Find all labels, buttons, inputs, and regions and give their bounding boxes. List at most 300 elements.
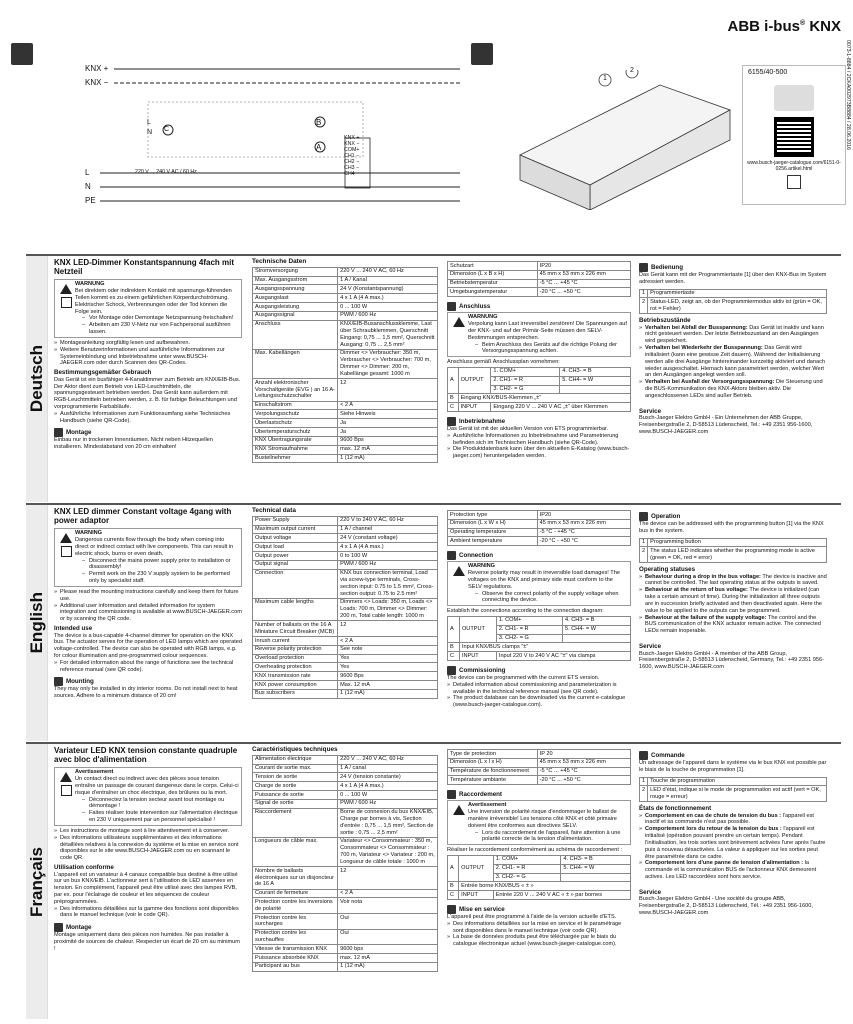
conn-row-b [448,394,631,403]
state-text: The control and the BUS communication of the KNX actuator remain active. The connected LEDs remain inoperable. [645,614,821,635]
operation-desc: LED d'état, indique si le mode de programmation est actif (vert = OK, rouge = erreur) [648,786,827,802]
tech-label: Raccordement [253,808,338,837]
conn-a: A [448,616,460,642]
tech-row [253,516,438,525]
env-row [448,279,631,288]
operation-icon [639,512,648,521]
lang-tab-de: Deutsch [26,345,46,413]
service-title: Service [639,888,662,896]
connection-title-text: Raccordement [459,791,502,799]
tech-label: Output signal [253,560,338,569]
tech-label: Longueurs de câble max. [253,837,338,866]
tech-label: Max. Kabellängen [253,349,338,378]
tech-row [253,454,438,463]
warning-box [54,279,242,338]
operation-num: 2 [640,547,648,563]
env-value: -5 °C ... +45 °C [537,767,630,776]
tech-value: Yes [338,654,438,663]
tech-row [253,349,438,378]
tech-row [253,303,438,312]
warning-title: Avertissement [75,769,114,776]
tech-label: Overload protection [253,654,338,663]
l-label: L [85,168,90,177]
tech-row [253,645,438,654]
env-value: -20 °C - +50 °C [537,537,630,546]
knx-plus-label: KNX + [85,64,109,73]
tech-value: 12 [338,867,438,889]
env-table [447,510,631,546]
connection-title-text: Anschluss [459,303,491,311]
tech-value: 0 ... 100 W [338,303,438,312]
tech-row [253,552,438,561]
tech-row [253,681,438,690]
warning-item: – Permit work on the 230 V supply system to be performed only by specialist staff. [75,571,239,585]
operation-row [640,547,827,563]
operation-desc: Programmiertaste [648,289,827,298]
warning-box [54,528,242,587]
callout-1: 1 [603,75,607,82]
tech-label: Maximum output current [253,525,338,534]
connection-title-text: Connection [459,552,494,560]
tech-label: Max. Ausgangsstrom [253,276,338,285]
tech-row [253,764,438,773]
operation-title [639,512,827,521]
state-text: Das Gerät ist inaktiv und kann nicht gesteuert werden. Der letzte Betriebszustand an den Ausgängen wird gespeichert. [645,324,824,345]
states-title: États de fonctionnement [639,805,712,813]
operation-table [639,289,827,314]
env-label: Umgebungstemperatur [448,288,538,297]
state-text: l'appareil est inactif et sa commande n'est pas possible. [645,812,814,826]
col-operation-fr [639,749,827,917]
conn-output: OUTPUT [459,616,496,642]
tech-row [253,285,438,294]
env-row [448,528,631,537]
conn-output: OUTPUT [459,855,494,881]
state-label: Behaviour at the failure of the supply voltage: [645,614,767,621]
document-code: 0073-1-8884 / 2CKA002973B8884 / 28.06.2016 [845,40,851,150]
tech-label: Inrush current [253,637,338,646]
tech-label: Ausgangsleistung [253,303,338,312]
mounting-icon [54,677,63,686]
tech-label: Übertemperaturschutz [253,428,338,437]
callout-2: 2 [630,67,634,74]
tech-label: Participant au bus [253,962,338,971]
tech-value: 9600 Bps [338,672,438,681]
mounting-icon [54,428,63,437]
env-value: -5 °C ... +45 °C [537,279,630,288]
service-title: Service [639,642,662,650]
state-label: Verhalten bei Ausfall der Versorgungsspannung: [645,379,775,386]
tech-label: Verpolungsschutz [253,410,338,419]
service-title: Service [639,407,662,415]
tech-value: 1 (12 mA) [338,962,438,971]
warning-list [75,315,239,335]
n-terminal-label: N [147,129,153,136]
state-item [639,379,827,399]
connection-title [447,790,631,799]
tech-label: Ausgangssignal [253,311,338,320]
tech-value: 1 A / canal [338,764,438,773]
conn-c-text: Entrée 220 V ... 240 V AC « ± » par bornes [493,891,630,900]
tech-label: Protection contre les inversions de polarité [253,898,338,914]
tech-label: Overheating protection [253,663,338,672]
conn-ch: 4. CH3- = B [560,367,631,376]
warning-icons [57,530,75,585]
tech-row [253,889,438,898]
tech-value: < 2 A [338,401,438,410]
state-item [639,345,827,379]
commissioning-item: » Ausführliche Informationen zu Inbetriebnahme und Parametrierung befinden sich im Technischen Handbuch (siehe QR-Code). [447,433,631,447]
conn-input: INPUT [459,891,494,900]
conn-ch: 1. COM+ [493,855,561,864]
env-row [448,270,631,279]
tech-value: 9600 Bps [338,436,438,445]
tech-label: Courant de sortie max. [253,764,338,773]
col-connection-en [447,510,631,709]
tech-value: PWM / 600 Hz [338,560,438,569]
info-list [54,589,242,623]
tech-value: Oui [338,914,438,930]
supply-label: 220 V ... 240 V AC / 60 Hz [135,169,197,175]
tech-label: Charge de sortie [253,782,338,791]
a-label: A [316,143,322,152]
tech-row [253,276,438,285]
tech-row [253,672,438,681]
tech-row [253,419,438,428]
mount-text: Montage uniquement dans des pièces non humides. Ne pas installer à proximité de sources de chaleur. Respecter un écart de 20 cm au minimum ! [54,932,240,952]
commissioning-list [447,921,631,948]
state-label: Comportement lors du retour de la tension du bus : [645,826,782,833]
conn-row-a [448,616,631,625]
conn-c: C [448,652,460,661]
connection-icon [447,302,456,311]
env-value: 45 mm x 53 mm x 226 mm [537,270,630,279]
warning-title: WARNING [468,563,496,570]
mount-text: Einbau nur in trockenen Innenräumen. Nicht neben Hitzequellen installieren. Mindestabstand von 20 cm einhalten! [54,437,213,451]
operation-text: Das Gerät kann mit der Programmiertaste [1] über den KNX-Bus im System adressiert werden. [639,272,827,285]
info-item: » Weitere Benutzerinformationen und ausführliche Informationen zur Systemeinbindung und Inbetriebnahme unter www.BUSCH-JAEGER.com oder durch Scannen des QR-Codes. [54,347,242,367]
tech-value: 24 V (Konstantspannung) [338,285,438,294]
info-item: » Des informations utilisateurs supplémentaires et des informations détaillées relatives à la connexion du système et la mise en service sont disponibles sur le site www.BUSCH-JAEGER.com ou en scannant le code QR. [54,835,242,862]
tech-label: Signal de sortie [253,799,338,808]
tech-row [253,898,438,914]
tech-label: Anschluss [253,320,338,349]
mount-title-text: Montage [66,429,92,437]
commissioning-title [447,417,631,426]
conn-row-a [448,367,631,376]
conn-row-a [448,855,631,864]
tech-label: Nombre de ballasts électroniques sur un disjoncteur de 16 A [253,867,338,889]
use-list [54,411,242,425]
tech-value: PWM / 600 Hz [338,799,438,808]
commissioning-text: L'appareil peut être programmé à l'aide de la version actuelle d'ETS. [447,914,617,920]
env-label: Ambient temperature [448,537,538,546]
operation-text: The device can be addressed with the programming button [1] via the KNX bus in the system. [639,521,824,534]
info-list [54,828,242,862]
env-label: Dimension (L x B x H) [448,270,538,279]
states-list [639,325,827,400]
warning-title: WARNUNG [75,281,105,288]
mounting-icon [54,923,63,932]
env-label: Dimension (L x l x H) [448,758,538,767]
operation-row [640,777,827,786]
tech-row [253,428,438,437]
tech-row [253,598,438,620]
warning-icons [450,314,468,355]
connection-title [447,302,631,311]
env-value: -20 °C ... +50 °C [537,288,630,297]
warning-text: Une inversion de polarité risque d'endommager le ballast de manière irréversible! Les tensions côté KNX et côté primaire doivent être conformes aux directives SELV. [468,809,617,829]
warning-triangle-icon [60,772,72,782]
col-safety-de [54,258,242,451]
product-info-box [742,65,846,205]
tech-row [253,560,438,569]
wiring-diagram [60,60,460,210]
env-row [448,519,631,528]
conn-b: B [448,643,460,652]
tech-row [253,808,438,837]
states-title: Operating statuses [639,566,696,574]
commissioning-icon [447,666,456,675]
warning-list [468,591,628,605]
conn-a: A [448,367,459,393]
tech-value: Ja [338,428,438,437]
state-item [639,615,827,635]
l-terminal-label: L [147,119,151,126]
commissioning-title [447,666,631,675]
section-title: KNX LED-Dimmer Konstantspannung 4fach mit Netzteil [54,258,235,277]
pe-label: PE [85,196,96,205]
operation-title [639,751,827,760]
tech-value: See note [338,645,438,654]
tech-table [252,267,438,464]
n-label: N [85,182,91,191]
tech-label: Busteilnehmer [253,454,338,463]
col-operation-de [639,261,827,436]
warning-item: – Observe the correct polarity of the supply voltage when connecting the device. [468,591,628,605]
knx-minus-label: KNX − [85,78,109,87]
warning-list [468,342,628,356]
col-connection-fr [447,749,631,948]
warning-content [75,530,239,585]
lang-tab-fr: Français [26,846,46,917]
tech-row [253,294,438,303]
tech-row [253,445,438,454]
col-tech-fr [252,746,438,972]
tech-value: 4 x 1 A (4 A max.) [338,782,438,791]
tech-row [253,954,438,963]
warning-item: – Déconnectez la tension secteur avant tout montage ou démontage ! [75,797,239,811]
warning-triangle-icon [60,284,72,294]
b-label: B [316,118,322,127]
connection-icon [447,551,456,560]
use-list [54,906,242,920]
commissioning-title-text: Inbetriebnahme [459,418,506,426]
state-label: Comportement en cas de chute de tension du bus : [645,812,782,819]
electrician-icon [61,785,72,796]
col-operation-en [639,510,827,671]
tech-label: Tension de sortie [253,773,338,782]
warning-content [75,281,239,336]
use-item: » Des informations détaillées sur la gamme des fonctions sont disponibles dans le manuel technique (voir le code QR). [54,906,242,920]
operation-num: 1 [640,289,648,298]
tech-row [253,534,438,543]
electrician-icon [61,297,72,308]
tech-value: Variateur <> Consommateur : 350 m, Consommateur <> Consommateur : 700 m, Variateur <> Variateur : 200 m, Longueur de câble totale : 1000 m [338,837,438,866]
info-list [54,340,242,367]
conn-b-text: Entrée borne KNX/BUS « ± » [459,882,631,891]
warning-text: Dangerous currents flow through the body when coming into direct or indirect contact with live components. This can result in electric shock, burns or even death. [75,537,234,557]
warning-icons [450,563,468,604]
conn-ch: 5. CH4- = W [561,864,631,873]
tech-value: 0 ... 100 W [338,791,438,800]
tech-row [253,867,438,889]
qr-code[interactable] [774,117,814,157]
warning-icons [450,802,468,843]
states-list [639,813,827,881]
env-label: Protection type [448,511,538,520]
conn-empty [560,385,631,394]
tech-value: 24 V (constant voltage) [338,534,438,543]
conn-ch: 1. COM+ [496,616,562,625]
env-row [448,776,631,785]
warning-list [75,797,239,824]
conn-input: INPUT [459,652,496,661]
env-value: 45 mm x 53 mm x 226 mm [537,758,630,767]
tech-value: 1 A / channel [338,525,438,534]
warning-item: – Faites réaliser toute intervention sur l'alimentation électrique en 230 V uniquement par un personnel spécialisé ! [75,810,239,824]
env-label: Dimension (L x W x H) [448,519,538,528]
env-label: Température ambiante [448,776,538,785]
tech-label: Output power [253,552,338,561]
env-row [448,767,631,776]
tech-row [253,837,438,866]
warning-content [468,314,628,355]
warning-item: – Vor Montage oder Demontage Netzspannung freischalten! [75,315,239,322]
tech-row [253,543,438,552]
warning-title: WARNING [75,530,103,537]
use-title: Utilisation conforme [54,863,114,871]
operation-row [640,786,827,802]
conn-ch: 5. CH4- = W [560,376,631,385]
tech-label: Number of ballasts on the 16 A Miniature Circuit Breaker (MCB) [253,621,338,637]
tech-row [253,689,438,698]
recycle-bin-icon [787,175,801,189]
tech-value: 9600 bps [338,945,438,954]
tech-value: max. 12 mA [338,445,438,454]
tech-label: Protection contre les surcharges [253,914,338,930]
tech-label: Maximum cable lengths [253,598,338,620]
brand-title: ABB i-bus® KNX [727,18,841,35]
tech-value: max. 12 mA [338,954,438,963]
tech-value: 220 V ... 240 V AC, 60 Hz [338,755,438,764]
connection-table [447,616,631,661]
tech-label: Output load [253,543,338,552]
tech-value: 220 V to 240 V AC, 60 Hz [338,516,438,525]
tech-row [253,791,438,800]
tech-value: KNX bus connection terminal, Load via screw-type terminals, Cross-section input: 0.75 to 1.5 mm², Cross-section output: 0.75 to 2.5 mm² [338,569,438,598]
tech-label: Output voltage [253,534,338,543]
mount-text: They may only be installed in dry interior rooms. Do not install next to heat sources. Adhere to a minimum distance of 20 cm! [54,686,238,700]
conn-row-c [448,403,631,412]
env-label: Schutzart [448,262,538,271]
state-item [639,813,827,827]
tech-row [253,401,438,410]
conn-a: A [448,855,459,881]
env-row [448,288,631,297]
tech-label: KNX power consumption [253,681,338,690]
operation-num: 1 [640,777,648,786]
tech-label: Puissance de sortie [253,791,338,800]
tech-value: 0 to 100 W [338,552,438,561]
commissioning-list [447,682,631,709]
warning-list [75,558,239,585]
operation-num: 2 [640,298,648,314]
tech-label: Überlastschutz [253,419,338,428]
tech-row [253,945,438,954]
tech-value: PWM / 600 Hz [338,311,438,320]
electrician-icon [61,546,72,557]
conn-ch: 5. CH4- = W [563,625,631,634]
tech-label: Puissance absorbée KNX [253,954,338,963]
tech-row [253,782,438,791]
tech-value: 24 V (tension constante) [338,773,438,782]
tech-row [253,525,438,534]
product-url[interactable]: www.busch-jaeger-catalogue.com/6151-0-0256.artikel.html [747,159,841,172]
tech-label: KNX Übertragungsrate [253,436,338,445]
state-label: Verhalten bei Wiederkehr der Busspannung: [645,345,763,352]
operation-title-text: Commande [651,752,685,760]
tech-label: Ausgangslast [253,294,338,303]
conn-row-b [448,882,631,891]
state-text: The device is inactive and cannot be controlled. The last operating status at the outputs is saved. [645,573,827,587]
env-row [448,262,631,271]
tech-label: Einschaltstrom [253,401,338,410]
state-label: Verhalten bei Abfall der Busspannung: [645,324,748,331]
tech-value: Dimmers <> Loads: 350 m, Loads <> Loads: 700 m, Dimmer <> Dimmer: 200 m, Total cable length: 1000 m [338,598,438,620]
tech-label: Vitesse de transmission KNX [253,945,338,954]
mount-title [54,923,242,932]
conn-b-text: Eingang KNX/BUS-Klemmen „±“ [458,394,630,403]
state-label: Behaviour during a drop in the bus voltage: [645,573,761,580]
warning-title: Avertissement [468,802,507,809]
operation-title-text: Bedienung [651,264,683,272]
tech-label: Power Supply [253,516,338,525]
tech-row [253,621,438,637]
tech-value: KNX/EIB-Busanschlussklemme, Last über Schraubklemmen, Querschnitt Eingang: 0,75 ... 1,5 mm², Querschnitt Ausgang: 0,75 ... 2,5 mm² [338,320,438,349]
tech-label: Reverse polarity protection [253,645,338,654]
tech-label: Anzahl elektronischer Vorschaltgeräte (EVG ) an 16 A-Leitungsschutzschalter [253,379,338,401]
state-text: Die Steuerung und die BUS-Kommunikation des KNX-Aktors bleiben aktiv. Die angeschlossenen LEDs sind außer Betrieb. [645,379,823,399]
warning-item: – Disconnect the mains power supply prior to installation or disassembly! [75,558,239,572]
tech-label: Alimentation électrique [253,755,338,764]
tech-value: 12 [338,379,438,401]
tech-title: Technische Daten [252,258,307,265]
warning-content [468,563,628,604]
conn-ch: 2. CH1- = R [496,625,562,634]
tech-row [253,914,438,930]
info-item: » Montageanleitung sorgfältig lesen und aufbewahren. [54,340,242,347]
conn-b: B [448,394,459,403]
tech-row [253,379,438,401]
tech-value: 220 V ... 240 V AC, 60 Hz [338,267,438,276]
states-list [639,574,827,635]
service-text: Busch-Jaeger Elektro GmbH - Ein Unternehmen der ABB Gruppe, Freisenbergstraße 2, D-58513 Lüdenscheid, Tel.: +49 2351 956-1600, www.BUSCH-JAEGER.com [639,415,813,435]
conn-row-c [448,891,631,900]
warning-box [54,767,242,826]
warning-content [468,802,628,843]
warning-item: – Arbeiten am 230 V-Netz nur von Fachpersonal ausführen lassen. [75,322,239,336]
